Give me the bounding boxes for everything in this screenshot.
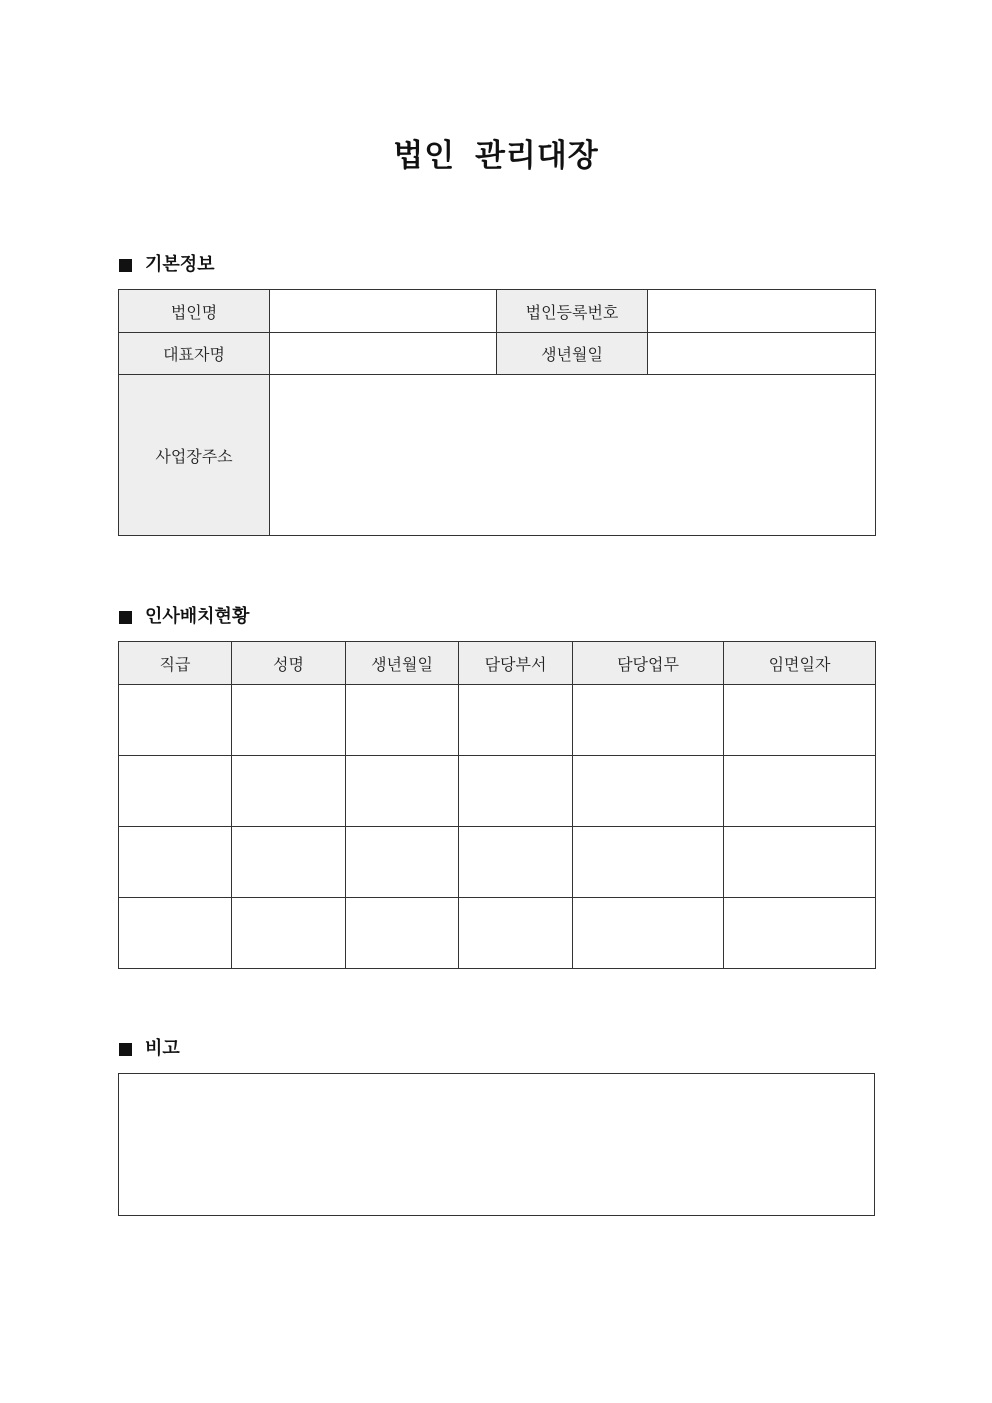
- business-address-label: 사업장주소: [119, 375, 270, 536]
- table-row: [119, 756, 876, 827]
- column-header-duty: 담당업무: [573, 642, 724, 685]
- table-cell[interactable]: [232, 827, 346, 898]
- basic-info-heading-text: 기본정보: [145, 254, 215, 275]
- column-header-department: 담당부서: [459, 642, 573, 685]
- page-title: 법인 관리대장: [393, 138, 599, 174]
- table-cell[interactable]: [573, 685, 724, 756]
- table-cell[interactable]: [119, 685, 232, 756]
- registration-number-field[interactable]: [648, 290, 876, 333]
- table-cell[interactable]: [232, 756, 346, 827]
- column-header-birth-date: 생년월일: [346, 642, 459, 685]
- representative-label: 대표자명: [119, 333, 270, 375]
- table-cell[interactable]: [232, 898, 346, 969]
- table-row: [119, 827, 876, 898]
- column-header-name: 성명: [232, 642, 346, 685]
- business-address-field[interactable]: [270, 375, 876, 536]
- basic-info-heading: [119, 253, 215, 277]
- table-cell[interactable]: [119, 827, 232, 898]
- table-cell[interactable]: [724, 756, 876, 827]
- personnel-heading-text: 인사배치현황: [145, 606, 250, 627]
- basic-info-table: [118, 289, 876, 536]
- table-cell[interactable]: [459, 898, 573, 969]
- square-bullet-icon: [119, 259, 132, 272]
- table-cell[interactable]: [724, 827, 876, 898]
- table-cell[interactable]: [346, 898, 459, 969]
- birth-date-field[interactable]: [648, 333, 876, 375]
- company-name-field[interactable]: [270, 290, 497, 333]
- table-cell[interactable]: [724, 685, 876, 756]
- remarks-heading: [119, 1037, 180, 1061]
- representative-field[interactable]: [270, 333, 497, 375]
- table-cell[interactable]: [459, 685, 573, 756]
- table-cell[interactable]: [346, 756, 459, 827]
- table-row: [119, 685, 876, 756]
- remarks-field[interactable]: [118, 1073, 875, 1216]
- table-cell[interactable]: [459, 827, 573, 898]
- square-bullet-icon: [119, 611, 132, 624]
- table-cell[interactable]: [573, 756, 724, 827]
- registration-number-label: 법인등록번호: [497, 290, 648, 333]
- table-cell[interactable]: [573, 827, 724, 898]
- personnel-table: [118, 641, 876, 969]
- basic-info-row: [119, 290, 876, 333]
- table-cell[interactable]: [346, 827, 459, 898]
- table-cell[interactable]: [573, 898, 724, 969]
- table-cell[interactable]: [232, 685, 346, 756]
- column-header-rank: 직급: [119, 642, 232, 685]
- basic-info-row: [119, 375, 876, 536]
- personnel-heading: [119, 605, 249, 629]
- table-row: [119, 898, 876, 969]
- column-header-appointment-date: 임면일자: [724, 642, 876, 685]
- table-cell[interactable]: [346, 685, 459, 756]
- remarks-heading-text: 비고: [145, 1038, 180, 1059]
- table-cell[interactable]: [119, 898, 232, 969]
- personnel-header-row: [119, 642, 876, 685]
- table-cell[interactable]: [724, 898, 876, 969]
- basic-info-row: [119, 333, 876, 375]
- company-name-label: 법인명: [119, 290, 270, 333]
- table-cell[interactable]: [119, 756, 232, 827]
- birth-date-label: 생년월일: [497, 333, 648, 375]
- square-bullet-icon: [119, 1043, 132, 1056]
- table-cell[interactable]: [459, 756, 573, 827]
